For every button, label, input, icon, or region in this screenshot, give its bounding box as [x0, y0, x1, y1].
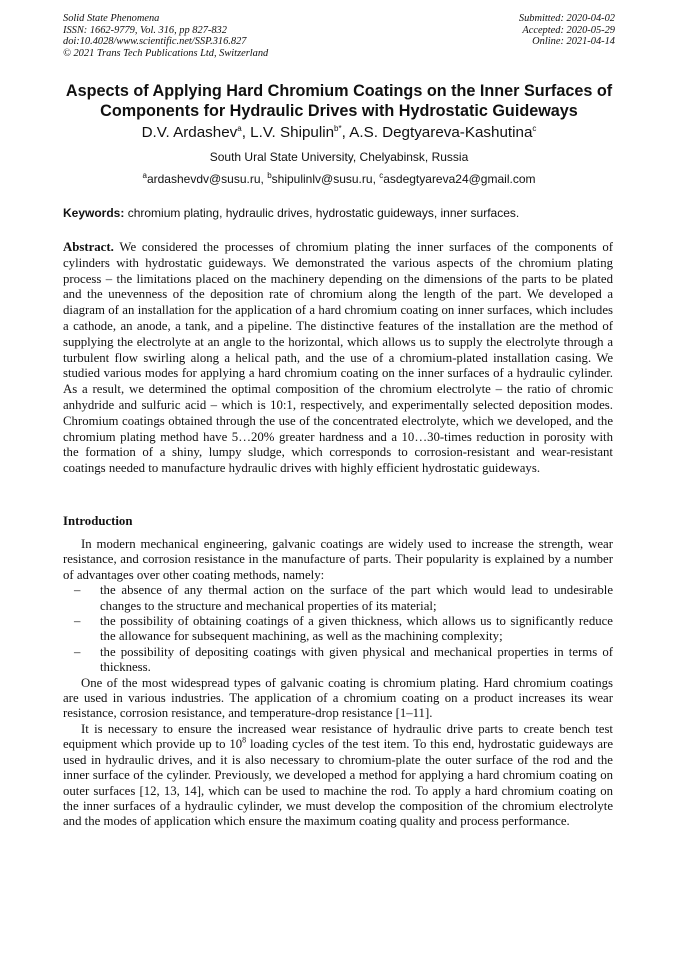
email-mark: c	[379, 171, 384, 180]
abstract	[63, 240, 613, 477]
journal-issn: ISSN: 1662-9779, Vol. 316, pp 827-832	[63, 24, 227, 36]
email-mark: a	[142, 171, 147, 180]
list-item-text: the possibility of depositing coatings with given physical and mechanical properties in terms of thickness.	[100, 644, 613, 675]
abstract-label: Abstract.	[63, 240, 114, 254]
journal-doi: doi:10.4028/www.scientific.net/SSP.316.827	[63, 36, 247, 48]
paper-title: Aspects of Applying Hard Chromium Coatings on the Inner Surfaces of Components for Hydraulic Drives with Hydrostatic Guideways	[65, 82, 613, 120]
email-mark: b	[267, 171, 272, 180]
list-item	[63, 583, 613, 614]
email-address[interactable]: ardashevdv@susu.ru	[146, 172, 261, 186]
bullet-dash: –	[74, 644, 81, 659]
paragraph-text: loading cycles of the test item. To this end, hydrostatic guideways are used in hydraulic drives, and it is also necessary to chromium-plate the outer surface of the rod and the inner surface of the cylinder. Previously, we developed a method for applying a hard chromium coating on outer surfaces [12, 13, 14], which can be used to machine the rod. To apply a hard chromium coating on the inner surfaces of a hydraulic cylinder, we must develop the composition of the chromium electrolyte and the modes of application which ensure the maximum coating quality and process performance.	[63, 737, 613, 829]
date-online: Online: 2021-04-14	[532, 36, 615, 48]
list-item	[63, 614, 613, 645]
email-address[interactable]: asdegtyareva24@gmail.com	[383, 172, 536, 186]
journal-header-left	[63, 13, 268, 59]
author-affil-mark: a	[237, 123, 242, 133]
date-submitted: Submitted: 2020-04-02	[518, 13, 615, 24]
paragraph	[63, 722, 613, 830]
email-list: $^a$ardashevdv@susu.ru, $^b$shipulinlv@susu.ru, $^c$asdegtyareva24@gmail.com	[142, 171, 536, 186]
journal-copyright: © 2021 Trans Tech Publications Ltd, Switzerland	[63, 47, 269, 59]
author-name: L.V. Shipulin	[250, 124, 335, 141]
list-item	[63, 645, 613, 676]
author-affil-mark: c	[532, 123, 537, 133]
author-list	[40, 124, 638, 142]
section-heading-introduction: Introduction	[63, 514, 133, 528]
journal-name: Solid State Phenomena	[63, 13, 160, 24]
keywords-text: chromium plating, hydraulic drives, hydrostatic guideways, inner surfaces.	[127, 206, 520, 220]
paragraph: In modern mechanical engineering, galvanic coatings are widely used to increase the strength, wear resistance, and corrosion resistance in the manufacture of parts. Their popularity is explained by a number of advantages over other coating methods, namely:	[63, 537, 613, 582]
journal-header-right	[519, 13, 615, 48]
author-name: D.V. Ardashev	[141, 124, 238, 141]
author-affil-mark: b*	[334, 123, 342, 133]
bullet-dash: –	[74, 614, 81, 629]
advantages-list	[63, 583, 613, 675]
introduction-body	[63, 537, 613, 830]
paragraph-text: It is necessary to ensure the increased wear resistance of hydraulic drive parts to create bench test equipment which provide up to 10	[63, 721, 613, 752]
email-address[interactable]: shipulinlv@susu.ru	[271, 172, 373, 186]
list-item-text: the absence of any thermal action on the surface of the part which would lead to undesirable changes to the structure and mechanical properties of its material;	[100, 583, 613, 613]
bullet-dash: –	[74, 583, 81, 598]
abstract-text: We considered the processes of chromium plating the inner surfaces of the components of cylinders with hydrostatic guideways. We demonstrated the various aspects of the chromium plating process – the limitations placed on the machinery depending on the dimensions of the parts to be plated and the unevenness of the deposition rate of chromium along the length of the part. We developed a diagram of an installation for the application of a hard chromium coating on inner surfaces, which includes a cathode, an anode, a tank, and a pipeline. The distinctive features of the installation are the method of supplying the electrolyte at an angle to the horizontal, which allows us to supply the electrolyte through a turbulent flow swirling along a helical path, and the use of a chromium-plated installation casing. We studied various modes for applying a hard chromium coating on the inner surfaces of a hydraulic cylinder. As a result, we determined the optimal composition of the chromium electrolyte – the ratio of chromic anhydride and sulfuric acid – which is 10:1, respectively, and experimentally selected deposition modes. Chromium coatings obtained through the use of the concentrated electrolyte, which we developed, and the chromium plating method have 5…20% greater hardness and a 10…30-times reduction in porosity with the formation of a shiny, lumpy sludge, which corresponds to corrosion-resistant and wear-resistant coatings needed to manufacture hydraulic drives with highly efficient hydrostatic guideways.	[63, 240, 614, 476]
keywords	[63, 206, 623, 220]
author-separator: ,	[241, 124, 251, 141]
affiliation: South Ural State University, Chelyabinsk, Russia	[209, 150, 469, 164]
list-item-text: the possibility of obtaining coatings of a given thickness, which allows us to significantly reduce the allowance for subsequent machining, as well as the machining complexity;	[100, 614, 613, 644]
paragraph: One of the most widespread types of galvanic coating is chromium plating. Hard chromium coatings are used in various industries. The application of a chromium coating on a product increases its wear resistance, corrosion resistance, and temperature-drop resistance [1–11].	[63, 675, 613, 721]
exponent: 8	[242, 736, 247, 746]
keywords-label: Keywords:	[63, 206, 125, 220]
date-accepted: Accepted: 2020-05-29	[522, 24, 615, 36]
author-name: A.S. Degtyareva-Kashutina	[349, 124, 533, 141]
author-separator: ,	[341, 124, 350, 141]
